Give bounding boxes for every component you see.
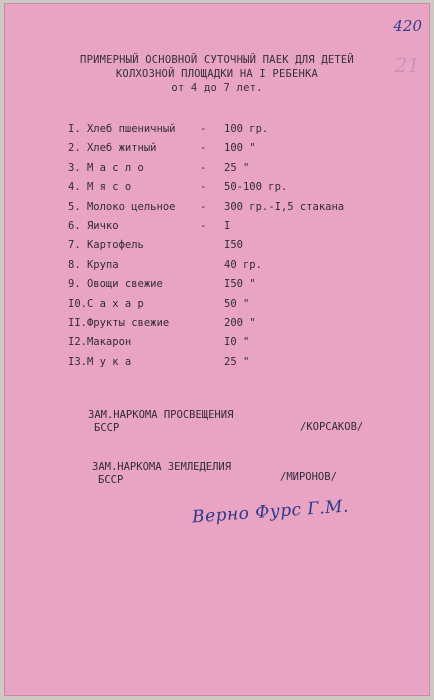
item-amount: I50	[224, 239, 243, 252]
list-item	[64, 278, 394, 297]
signature-title-line: БССР	[98, 474, 124, 486]
item-name: 5. Молоко цельное	[68, 200, 176, 213]
item-name: II.Фрукты свежие	[68, 316, 170, 329]
item-amount: I50 "	[224, 278, 256, 291]
item-amount: 40 гр.	[224, 258, 262, 271]
item-amount: 200 "	[224, 316, 256, 329]
list-item	[64, 317, 394, 336]
list-item	[64, 162, 394, 181]
item-name: 8. Крупа	[68, 258, 119, 271]
title-line-2: КОЛХОЗНОЙ ПЛОЩАДКИ НА I РЕБЕНКА	[115, 68, 319, 80]
item-name: 9. Овощи свежие	[68, 278, 163, 291]
item-dash: -	[200, 142, 207, 155]
item-dash: -	[200, 200, 207, 213]
signature-title-education	[88, 409, 233, 435]
item-name: 4. М я с о	[68, 181, 132, 194]
list-item	[64, 123, 394, 142]
signature-title-line: ЗАМ.НАРКОМА ПРОСВЕЩЕНИЯ	[88, 409, 234, 421]
item-name: 2. Хлеб житный	[68, 142, 157, 155]
item-name: 3. М а с л о	[68, 161, 144, 174]
item-amount: 25 "	[224, 355, 250, 368]
item-amount: 100 гр.	[224, 123, 269, 135]
list-item	[64, 142, 394, 161]
item-name: 6. Яичко	[68, 219, 119, 232]
title-line-1: ПРИМЕРНЫЙ ОСНОВНОЙ СУТОЧНЫЙ ПАЕК ДЛЯ ДЕТЕЙ	[80, 54, 354, 66]
list-item	[64, 356, 394, 375]
item-name: I0.С а х а р	[68, 297, 144, 310]
signature-name-mironov: /МИРОНОВ/	[280, 471, 337, 483]
item-amount: I0 "	[224, 336, 250, 349]
item-name: I2.Макарон	[68, 336, 132, 349]
signature-name-korsakov: /КОРСАКОВ/	[300, 421, 364, 433]
item-amount: 300 гр.-I,5 стакана	[224, 200, 345, 213]
list-item	[64, 239, 394, 258]
item-dash: -	[200, 219, 207, 232]
item-amount: 50-100 гр.	[224, 181, 288, 194]
title-line-3: от 4 до 7 лет.	[171, 82, 263, 94]
item-amount: 25 "	[224, 161, 250, 174]
list-item	[64, 259, 394, 278]
item-amount: I	[224, 219, 231, 232]
signature-title-line: ЗАМ.НАРКОМА ЗЕМЛЕДЕЛИЯ	[92, 461, 232, 473]
item-amount: 50 "	[224, 297, 250, 310]
document-title	[4, 53, 430, 95]
signature-title-line: БССР	[94, 422, 120, 434]
signature-title-agriculture	[92, 461, 231, 487]
item-dash: -	[200, 181, 207, 194]
item-name: 7. Картофель	[68, 239, 144, 252]
item-name: I. Хлеб пшеничный	[68, 123, 176, 135]
page-number: 420	[393, 17, 422, 35]
ration-list	[64, 123, 394, 375]
list-item	[64, 201, 394, 220]
list-item	[64, 220, 394, 239]
item-amount: 100 "	[224, 142, 256, 155]
item-dash: -	[200, 123, 207, 135]
list-item	[64, 298, 394, 317]
item-dash: -	[200, 161, 207, 174]
handwritten-certification: Верно Фурс Г.М.	[191, 496, 350, 528]
list-item	[64, 181, 394, 200]
list-item	[64, 336, 394, 355]
document-page	[4, 3, 430, 696]
faint-page-number: 21	[394, 53, 420, 77]
item-name: I3.М у к а	[68, 355, 132, 368]
